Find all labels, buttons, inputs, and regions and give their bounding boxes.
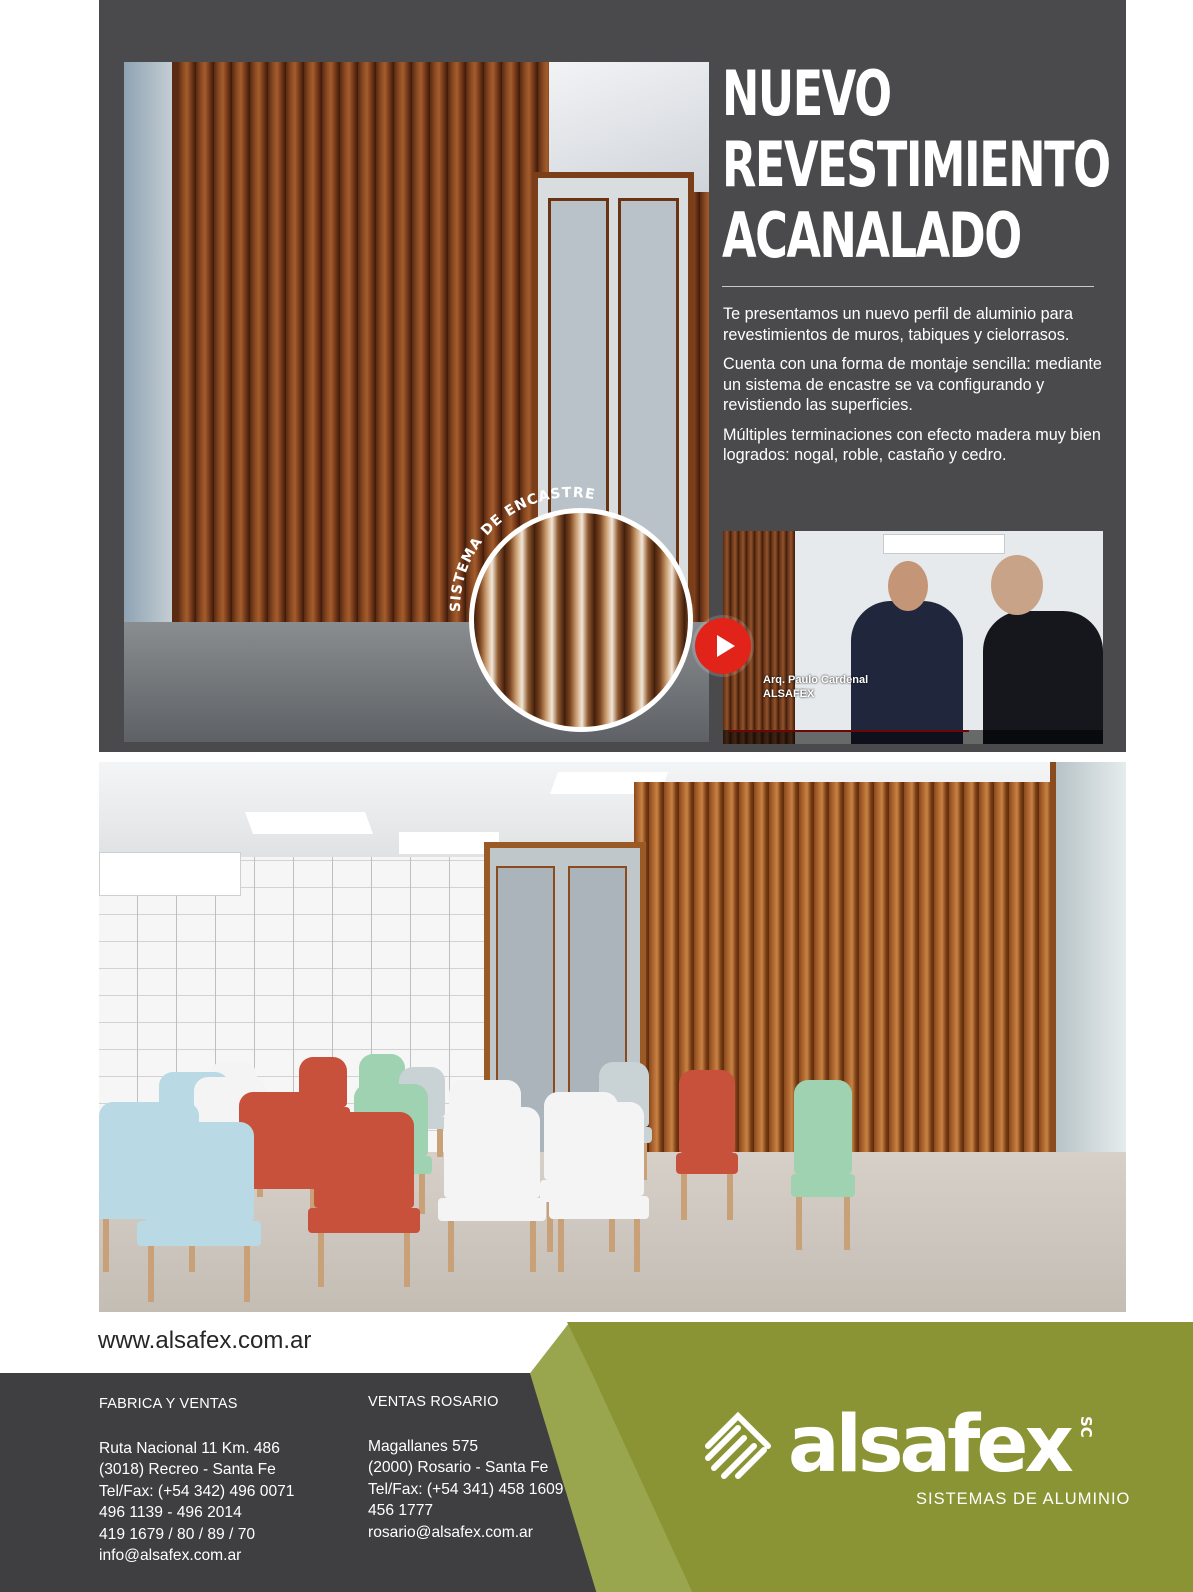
contact-email[interactable]: info@alsafex.com.ar [99, 1547, 242, 1564]
contact-line: Ruta Nacional 11 Km. 486 [99, 1439, 280, 1457]
video-air-conditioner [883, 534, 1005, 554]
encastre-badge [445, 480, 615, 620]
logo-wordmark: alsafex [788, 1400, 1070, 1490]
svg-text:SISTEMA DE ENCASTRE [448, 485, 597, 612]
chair [679, 1070, 735, 1220]
chair [144, 1122, 254, 1302]
logo-tagline: SISTEMAS DE ALUMINIO [916, 1490, 1131, 1508]
video-person-interviewer [983, 611, 1103, 744]
video-thumbnail[interactable] [723, 531, 1103, 744]
title-line: ACANALADO [722, 199, 1021, 272]
chair [554, 1102, 644, 1272]
logo-mark-icon [700, 1408, 776, 1484]
hero-photo-glass-door [124, 62, 178, 702]
intro-paragraph: Cuenta con una forma de montaje sencilla: mediante un sistema de encastre se va configurando y revistiendo las superficies. [723, 355, 1102, 414]
chair [314, 1112, 414, 1287]
contact-line: (2000) Rosario - Santa Fe [368, 1459, 549, 1476]
contact-line: Tel/Fax: (+54 341) 458 1609 [368, 1480, 564, 1498]
room-air-conditioner [99, 852, 241, 896]
video-caption [763, 673, 868, 701]
intro-paragraph: Te presentamos un nuevo perfil de aluminio para revestimientos de muros, tabiques y cielorrasos. [723, 305, 1074, 344]
video-person-head [991, 555, 1043, 615]
contact-heading: FABRICA Y VENTAS [99, 1396, 238, 1412]
contact-line: Magallanes 575 [368, 1437, 479, 1455]
video-caption-name: Arq. Paulo Cardenal [763, 674, 869, 686]
title-divider [722, 286, 1094, 287]
title-line: REVESTIMIENTO [722, 128, 1110, 201]
intro-text [723, 304, 1103, 475]
video-person-head [888, 561, 928, 611]
contact-line: 496 1139 - 496 2014 [99, 1504, 242, 1521]
alsafex-logo [700, 1400, 1131, 1508]
play-icon [695, 618, 751, 674]
website-url[interactable]: www.alsafex.com.ar [98, 1327, 312, 1354]
video-controls-bar[interactable] [723, 730, 1103, 744]
intro-paragraph: Múltiples terminaciones con efecto madera muy bien logrados: nogal, roble, castaño y cedro. [723, 425, 1101, 464]
contact-line: (3018) Recreo - Santa Fe [99, 1461, 276, 1478]
title-line: NUEVO [722, 57, 891, 130]
contact-line: 419 1679 / 80 / 89 / 70 [99, 1525, 256, 1543]
contact-rosario [368, 1392, 564, 1543]
contact-line: 456 1777 [368, 1502, 434, 1519]
contact-email[interactable]: rosario@alsafex.com.ar [368, 1523, 533, 1541]
contact-heading: VENTAS ROSARIO [368, 1394, 499, 1410]
ceiling-light [245, 812, 373, 834]
play-button[interactable] [695, 618, 751, 674]
video-caption-org: ALSAFEX [763, 688, 815, 700]
chair [444, 1107, 540, 1272]
contact-line: Tel/Fax: (+54 342) 496 0071 [99, 1482, 295, 1500]
chair [794, 1080, 852, 1250]
logo-suffix: SC [1077, 1416, 1095, 1438]
encastre-badge-text: SISTEMA DE ENCASTRE [447, 484, 597, 613]
contact-fabrica [99, 1394, 295, 1567]
page-title [722, 57, 1110, 272]
room-photo [99, 762, 1126, 1312]
